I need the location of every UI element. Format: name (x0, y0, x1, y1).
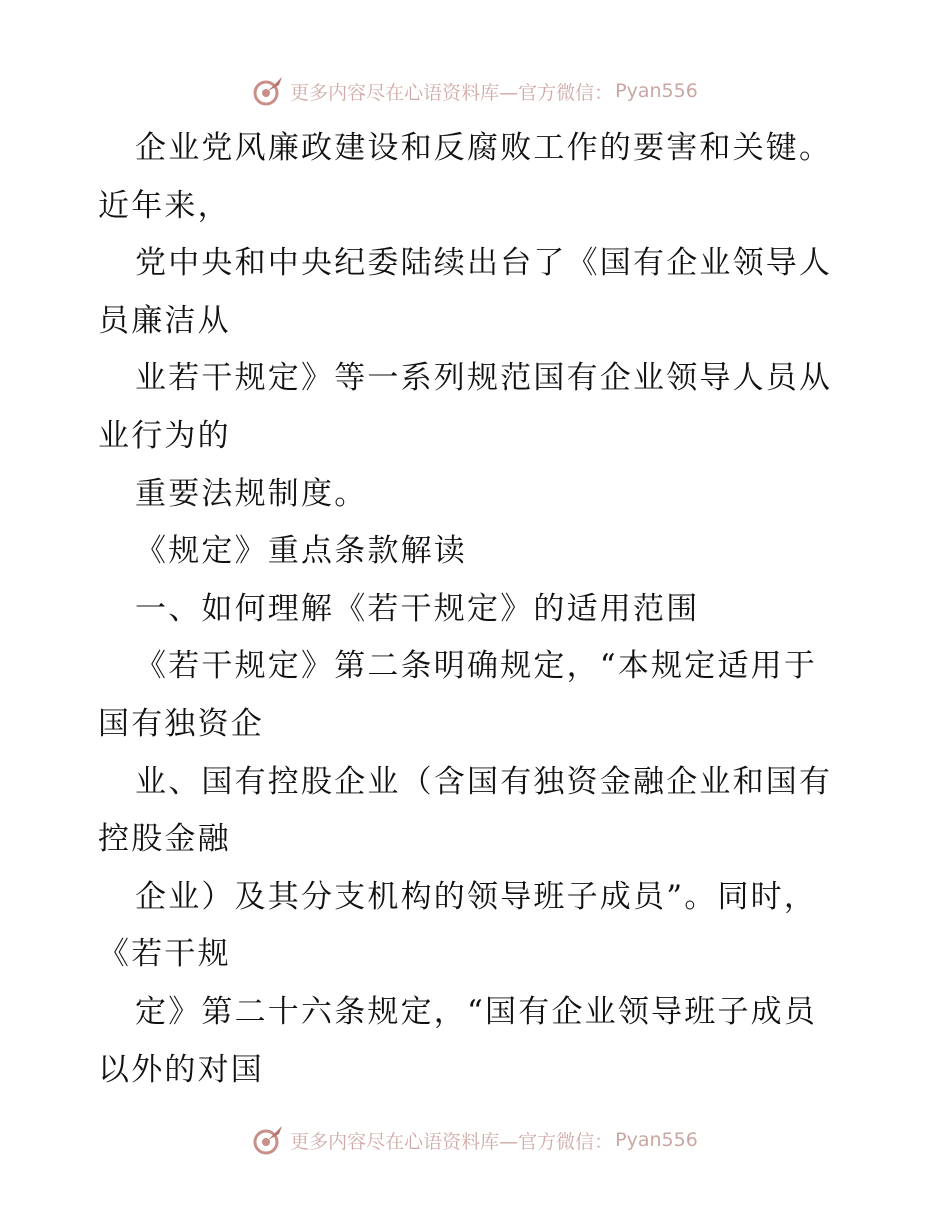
section-heading: 《规定》重点条款解读 (135, 533, 467, 570)
text-line: 控股金融 (98, 821, 231, 858)
text-line: 《若干规定》第二条明确规定，“本规定适用于 (135, 648, 818, 685)
text-line: 业、国有控股企业（含国有独资金融企业和国有 (135, 763, 833, 800)
text-line: 国有独资企 (98, 705, 264, 742)
text-line: 《若干规 (98, 936, 231, 973)
text-line: 员廉洁从 (98, 302, 231, 339)
text-line: 业若干规定》等一系列规范国有企业领导人员从 (135, 360, 833, 397)
text-line: 定》第二十六条规定，“国有企业领导班子成员 (135, 993, 818, 1030)
text-line: 企业）及其分支机构的领导班子成员”。同时， (135, 878, 818, 915)
text-line: 党中央和中央纪委陆续出台了《国有企业领导人 (135, 245, 833, 282)
watermark-account: Pyan556 (615, 80, 698, 102)
text-line: 近年来， (98, 187, 231, 224)
watermark-account: Pyan556 (615, 1129, 698, 1151)
watermark-text: 更多内容尽在心语资料库—官方微信： (290, 1130, 614, 1153)
text-line: 重要法规制度。 (135, 475, 368, 512)
text-line: 业行为的 (98, 417, 231, 454)
text-line: 以外的对国 (98, 1051, 264, 1088)
quill-logo-icon (252, 75, 284, 107)
footer-watermark (0, 1120, 950, 1160)
document-body (98, 120, 858, 1099)
watermark-text: 更多内容尽在心语资料库—官方微信： (290, 81, 614, 104)
header-watermark (0, 71, 950, 111)
text-line: 企业党风廉政建设和反腐败工作的要害和关键。 (135, 130, 833, 166)
section-subheading: 一、如何理解《若干规定》的适用范围 (135, 590, 700, 627)
quill-logo-icon (252, 1124, 284, 1156)
